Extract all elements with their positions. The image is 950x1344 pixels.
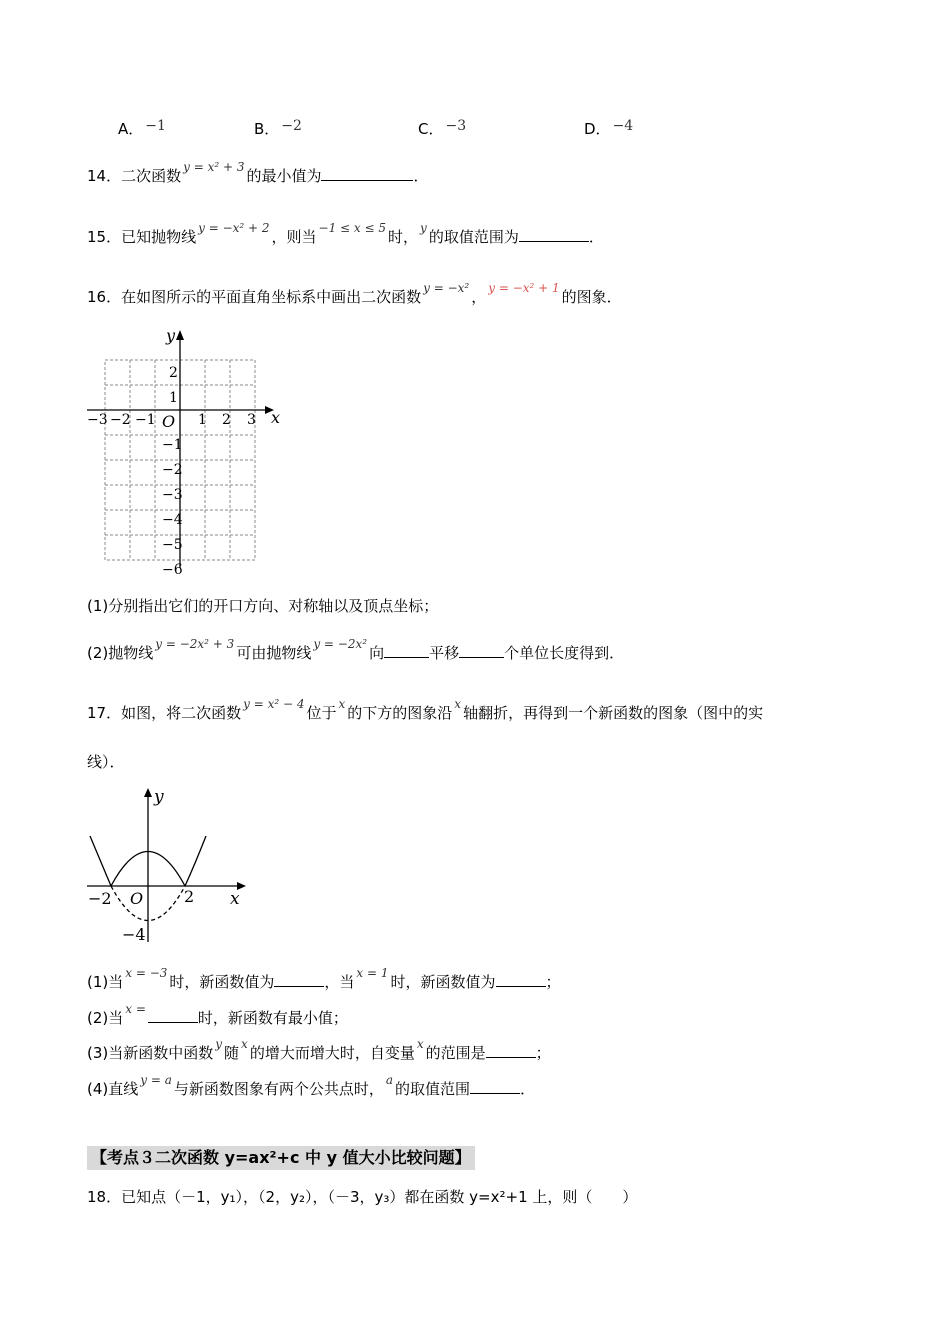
answer-blank[interactable]	[148, 1008, 198, 1023]
neg-two-label: −2	[88, 889, 112, 908]
question-17-part-3: (3)当新函数中函数 $^y$ 随 $^x$ 的增大而增大时，自变量 $^x$ 的范围是 ；	[87, 1037, 551, 1062]
origin-label: O	[130, 889, 144, 908]
x-tick: −1	[135, 412, 156, 428]
option-letter: D．	[584, 120, 611, 138]
option-value: −3	[445, 118, 467, 134]
parabola-figure	[82, 782, 262, 952]
option-value: −2	[281, 118, 302, 134]
y-tick: −6	[162, 562, 183, 578]
answer-blank[interactable]	[470, 1079, 520, 1094]
question-17-part-2: (2)当 $^{x =}$ 时，新函数有最小值；	[87, 1002, 348, 1027]
option-letter: A．	[118, 120, 144, 138]
question-14: 14．二次函数 $^{y = x^2 + 3}$ 的最小值为 ．	[87, 160, 429, 185]
answer-blank[interactable]	[496, 972, 546, 987]
x-tick: 1	[198, 412, 207, 428]
option-value: −4	[612, 118, 634, 134]
question-16: 16．在如图所示的平面直角坐标系中画出二次函数 $^{y = -x^2}$ ， $^{y = -x^2 + 1}$ 的图象．	[87, 281, 622, 306]
option-c[interactable]	[418, 118, 468, 139]
option-a[interactable]	[118, 118, 168, 139]
answer-blank[interactable]	[384, 643, 429, 658]
pos-two-label: 2	[184, 887, 195, 906]
formula: y = x² + 3	[183, 160, 245, 174]
y-tick: 2	[169, 365, 178, 381]
option-d[interactable]	[584, 118, 635, 139]
answer-blank[interactable]	[519, 227, 589, 242]
y-tick: −1	[162, 437, 183, 453]
y-tick: −5	[162, 537, 183, 553]
x-tick: 2	[222, 412, 231, 428]
y-axis-label: y	[154, 787, 164, 807]
answer-blank[interactable]	[321, 166, 413, 181]
coordinate-grid	[82, 325, 292, 580]
x-axis-label: x	[230, 889, 240, 909]
neg-four-label: −4	[122, 925, 146, 944]
option-value: −1	[145, 118, 166, 134]
question-18: 18．已知点（－1，y₁），（2，y₂），（－3，y₃）都在函数 y=x²+1 上，则（ ）	[87, 1188, 638, 1206]
x-axis-label: x	[271, 408, 281, 427]
option-letter: C．	[418, 120, 444, 138]
y-tick: −4	[162, 512, 183, 528]
question-16-part-2: (2)抛物线 $^{y = -2x^2 + 3}$ 可由抛物线 $^{y = -2x^2}$ 向 平移 个单位长度得到．	[87, 637, 625, 662]
question-17-part-4: (4)直线 $^{y = a}$ 与新函数图象有两个公共点时， $^a$ 的取值范围 ．	[87, 1073, 536, 1098]
option-letter: B．	[254, 120, 280, 138]
question-15: 15．已知抛物线 $^{y = -x^2 + 2}$ ，则当 $^{-1 \le x \le 5}$ 时， $^y$ 的取值范围为 ．	[87, 221, 604, 246]
answer-blank[interactable]	[274, 972, 324, 987]
question-17-part-1: (1)当 $^{x = -3}$ 时，新函数值为 ，当 $^{x = 1}$ 时，新函数值为 ；	[87, 966, 561, 991]
answer-blank[interactable]	[486, 1043, 536, 1058]
x-tick: 3	[247, 412, 256, 428]
question-16-part-1: (1)分别指出它们的开口方向、对称轴以及顶点坐标；	[87, 597, 439, 615]
option-b[interactable]	[254, 118, 304, 139]
x-tick: −2	[110, 412, 131, 428]
y-tick: 1	[169, 390, 178, 406]
question-17-line2: 线）．	[87, 753, 125, 771]
y-tick: −2	[162, 462, 183, 478]
section-heading: 【考点３二次函数 y=ax²+c 中 y 值大小比较问题】	[87, 1146, 475, 1170]
y-tick: −3	[162, 487, 183, 503]
y-axis-label: y	[166, 326, 176, 345]
question-17: 17．如图，将二次函数 $^{y = x^2 - 4}$ 位于 $^x$ 的下方的图象沿 $^x$ 轴翻折，再得到一个新函数的图象（图中的实	[87, 697, 764, 722]
origin-label: O	[162, 412, 176, 431]
answer-blank[interactable]	[459, 643, 504, 658]
x-tick: −3	[87, 412, 108, 428]
